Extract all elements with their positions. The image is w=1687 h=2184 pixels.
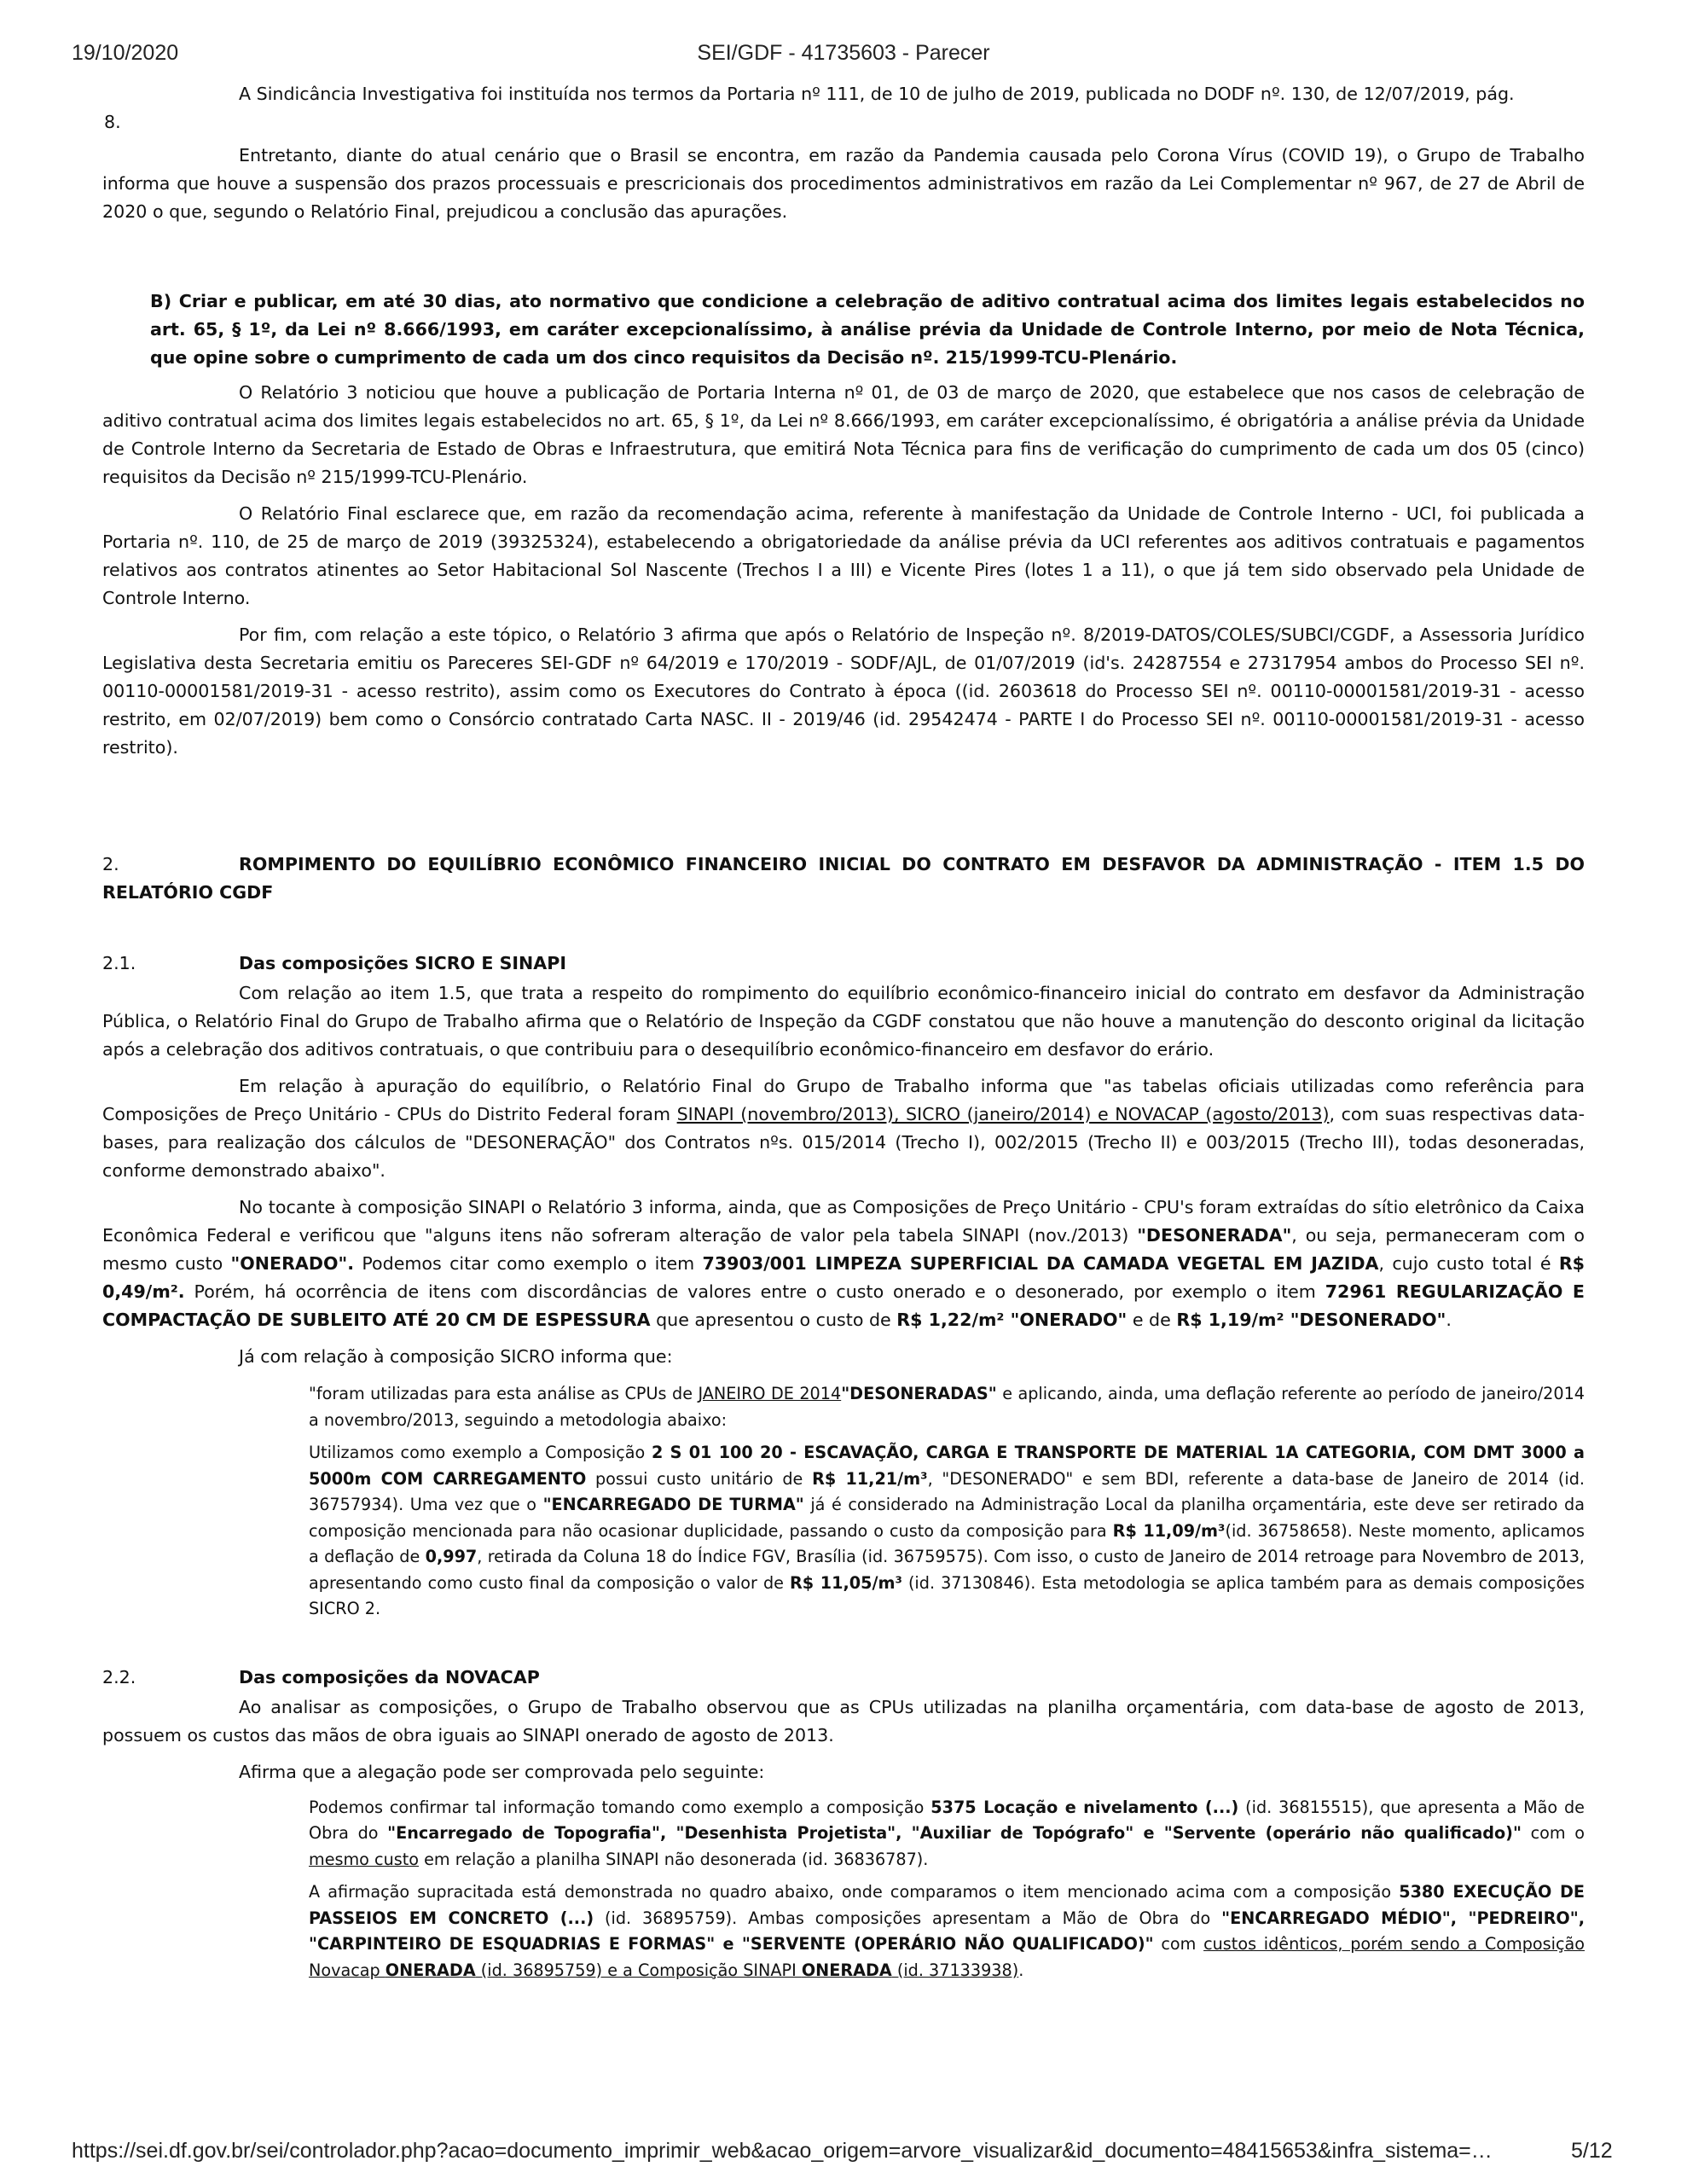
text-run: . — [1018, 1960, 1024, 1980]
page-number: 5/12 — [1571, 2139, 1613, 2163]
bold-text: "DESONERADAS" — [841, 1384, 997, 1403]
paragraph: Com relação ao item 1.5, que trata a respeito do rompimento do equilíbrio econômico-financeiro inicial do contrato em desfavor da Administração Pública, o Relatório Final do Grupo de Trabalho afirma que o Relatório de Inspeção da CGDF constatou que não houve a manutenção do desconto original da licitação após a celebração dos aditivos contratuais, o que contribuiu para o desequilíbrio econômico-financeiro em desfavor do erário. — [102, 983, 1585, 1060]
section-number: 2. — [102, 854, 119, 874]
text-run: A afirmação supracitada está demonstrada no quadro abaixo, onde comparamos o item mencionado acima com a composição — [309, 1882, 1400, 1902]
text-run: e aplicando, ainda, uma deflação referente ao período de janeiro/2014 a novembro/2013, seguindo a metodologia abaixo: — [309, 1384, 1585, 1430]
text-run: que apresentou o custo de — [650, 1310, 897, 1330]
text-run: e de — [1127, 1310, 1177, 1330]
citation-paragraph — [309, 1381, 1585, 1433]
text-run: (id. 37133938) — [891, 1960, 1019, 1980]
text-run: , retirada da Coluna 18 do Índice FGV, Brasília (id. 36759575). Com isso, o custo de Janeiro de 2014 retroage para Novembro de 2013, apresentando como custo final da composição o valor de — [309, 1547, 1586, 1593]
bold-text: ONERADA — [385, 1960, 476, 1980]
text-run: custos idênticos, porém sendo a Composição Novacap — [309, 1934, 1585, 1980]
paragraph: Já com relação à composição SICRO informa que: — [239, 1346, 673, 1367]
print-date: 19/10/2020 — [72, 41, 179, 65]
text-run: , "DESONERADO" e sem BDI, referente a data-base de Janeiro de 2014 (id. 36757934). Uma vez que o — [309, 1468, 1585, 1514]
bold-text: R$ 11,21/m³ — [812, 1468, 928, 1489]
citation-paragraph — [309, 1879, 1585, 1984]
section-number: 2.1. — [102, 953, 136, 973]
bold-text: 5375 Locação e nivelamento (...) — [930, 1797, 1239, 1817]
text-run: (id. 36758658). Neste momento, aplicamos a deflação de — [309, 1520, 1585, 1566]
print-title: SEI/GDF - 41735603 - Parecer — [697, 41, 990, 65]
text-run: (id. 36815515), que apresenta a Mão de Obra do — [309, 1797, 1585, 1843]
text-run: com o — [1521, 1823, 1585, 1843]
paragraph: Afirma que a alegação pode ser comprovada pelo seguinte: — [239, 1761, 765, 1782]
paragraph: O Relatório Final esclarece que, em razão da recomendação acima, referente à manifestação da Unidade de Controle Interno - UCI, foi publicada a Portaria nº. 110, de 25 de março de 2019 (39325324), estabelecendo a obrigatoriedade da análise prévia da UCI referentes aos aditivos contratuais e pagamentos relativos aos contratos atinentes ao Setor Habitacional Sol Nascente (Trechos I a III) e Vicente Pires (lotes 1 a 11), o que já tem sido observado pela Unidade de Controle Interno. — [102, 503, 1585, 608]
citation-block-sicro — [309, 1381, 1585, 1623]
document-body — [102, 80, 1585, 1984]
bold-text: "ENCARREGADO MÉDIO", "PEDREIRO", "CARPINTEIRO DE ESQUADRIAS E FORMAS" e "SERVENTE (OPERÁRIO NÃO QUALIFICADO)" — [309, 1908, 1585, 1954]
section-title: Das composições da NOVACAP — [239, 1666, 540, 1687]
paragraph — [102, 1194, 1585, 1334]
paragraph: Entretanto, diante do atual cenário que o Brasil se encontra, em razão da Pandemia causada pelo Corona Vírus (COVID 19), o Grupo de Trabalho informa que houve a suspensão dos prazos processuais e prescricionais dos procedimentos administrativos em razão da Lei Complementar nº 967, de 27 de Abril de 2020 o que, segundo o Relatório Final, prejudicou a conclusão das apurações. — [102, 145, 1585, 222]
text-run: Podemos citar como exemplo o item — [354, 1253, 703, 1274]
citation-paragraph — [309, 1795, 1585, 1873]
recommendation-b: B) Criar e publicar, em até 30 dias, ato normativo que condicione a celebração de aditivo contratual acima dos limites legais estabelecidos no art. 65, § 1º, da Lei nº 8.666/1993, em caráter excepcionalíssimo, à análise prévia da Unidade de Controle Interno, por meio de Nota Técnica, que opine sobre o cumprimento de cada um dos cinco requisitos da Decisão nº. 215/1999-TCU-Plenário. — [150, 291, 1585, 368]
paragraph: Ao analisar as composições, o Grupo de Trabalho observou que as CPUs utilizadas na planilha orçamentária, com data-base de agosto de 2013, possuem os custos das mãos de obra iguais ao SINAPI onerado de agosto de 2013. — [102, 1696, 1585, 1745]
section-heading-2-2 — [102, 1664, 1585, 1692]
section-number: 2.2. — [102, 1666, 136, 1687]
bold-text: "ENCARREGADO DE TURMA" — [542, 1495, 804, 1514]
text-run: Utilizamos como exemplo a Composição — [309, 1443, 652, 1462]
paragraph-text: A Sindicância Investigativa foi instituída nos termos da Portaria nº 111, de 10 de julho de 2019, publicada no DODF nº. 130, de 12/07/2019, pág. — [239, 84, 1515, 104]
text-run: (id. 36895759). Ambas composições apresentam a Mão de Obra do — [594, 1908, 1222, 1928]
bold-text: 73903/001 LIMPEZA SUPERFICIAL DA CAMADA VEGETAL EM JAZIDA — [702, 1253, 1379, 1274]
bold-text: R$ 11,05/m³ — [790, 1572, 902, 1593]
section-title — [102, 851, 1585, 907]
text-run: possui custo unitário de — [586, 1468, 813, 1489]
paragraph: Por fim, com relação a este tópico, o Relatório 3 afirma que após o Relatório de Inspeção nº. 8/2019-DATOS/COLES/SUBCI/CGDF, a Assessoria Jurídico Legislativa desta Secretaria emitiu os Pareceres SEI-GDF nº 64/2019 e 170/2019 - SODF/AJL, de 01/07/2019 (id's. 24287554 e 27317954 ambos do Processo SEI nº. 00110-00001581/2019-31 - acesso restrito), assim como os Executores do Contrato à época ((id. 2603618 do Processo SEI nº. 00110-00001581/2019-31 - acesso restrito, em 02/07/2019) bem como o Consórcio contratado Carta NASC. II - 2019/46 (id. 29542474 - PARTE I do Processo SEI nº. 00110-00001581/2019-31 - acesso restrito). — [102, 624, 1585, 758]
text-run: Em relação à apuração do equilíbrio, o Relatório Final do Grupo de Trabalho informa que "as tabelas oficiais utilizadas como referência para Composições de Preço Unitário - CPUs do Distrito Federal foram — [102, 1076, 1585, 1124]
bold-text: 72961 REGULARIZAÇÃO E COMPACTAÇÃO DE SUBLEITO ATÉ 20 CM DE ESPESSURA — [102, 1281, 1585, 1330]
bold-text: 2 S 01 100 20 - ESCAVAÇÃO, CARGA E TRANSPORTE DE MATERIAL 1A CATEGORIA, COM DMT 3000 a 5000m COM CARREGAMENTO — [309, 1443, 1585, 1489]
text-run: , com suas respectivas data-bases, para realização dos cálculos de "DESONERAÇÃO" dos Contratos nºs. 015/2014 (Trecho I), 002/2015 (Trecho II) e 003/2015 (Trecho III), todas desoneradas, conforme demonstrado abaixo". — [102, 1104, 1585, 1181]
bold-text: "Encarregado de Topografia", "Desenhista Projetista", "Auxiliar de Topógrafo" e "Servente (operário não qualificado)" — [387, 1823, 1522, 1843]
print-url[interactable]: https://sei.df.gov.br/sei/controlador.php?acao=documento_imprimir_web&acao_origem=arvore_visualizar&id_documento=48415653&infra_sistema=… — [72, 2139, 1493, 2163]
text-run: Porém, há ocorrência de itens com discordâncias de valores entre o custo onerado e o desonerado, por exemplo o item — [184, 1281, 1325, 1302]
paragraph-8 — [102, 80, 1585, 136]
bold-text: R$ 1,22/m² "ONERADO" — [896, 1310, 1128, 1330]
paragraph-number: 8. — [104, 112, 121, 132]
bold-text: R$ 11,09/m³ — [1112, 1520, 1226, 1541]
section-title: Das composições SICRO E SINAPI — [239, 953, 566, 973]
underlined-text: JANEIRO DE 2014 — [698, 1384, 842, 1403]
citation-block-novacap — [309, 1795, 1585, 1984]
text-run: "foram utilizadas para esta análise as CPUs de — [309, 1384, 699, 1403]
bold-text: R$ 0,49/m². — [102, 1253, 1585, 1302]
text-run: (id. 36895759) e a Composição SINAPI — [475, 1960, 802, 1980]
bold-text: "ONERADO". — [230, 1253, 355, 1274]
bold-text: "DESONERADA" — [1137, 1225, 1292, 1246]
underlined-text: SINAPI (novembro/2013), SICRO (janeiro/2014) e NOVACAP (agosto/2013) — [676, 1104, 1330, 1124]
bold-text: 0,997 — [425, 1547, 478, 1566]
section-heading-2-1 — [102, 950, 1585, 978]
text-run: com — [1153, 1934, 1204, 1954]
paragraph: O Relatório 3 noticiou que houve a publicação de Portaria Interna nº 01, de 03 de março de 2020, que estabelece que nos casos de celebração de aditivo contratual acima dos limites legais estabelecidos no art. 65, § 1º, da Lei nº 8.666/1993, em caráter excepcionalíssimo, é obrigatória a análise prévia da Unidade de Controle Interno da Secretaria de Estado de Obras e Infraestrutura, que emitirá Nota Técnica para fins de verificação do cumprimento de cada um dos 05 (cinco) requisitos da Decisão nº 215/1999-TCU-Plenário. — [102, 382, 1585, 487]
text-run: , cujo custo total é — [1378, 1253, 1559, 1274]
bold-text: ONERADA — [801, 1960, 892, 1980]
text-run: , ou seja, permaneceram com o mesmo custo — [102, 1225, 1586, 1274]
text-run: já é considerado na Administração Local da planilha orçamentária, este deve ser retirado da composição mencionada para não ocasionar duplicidade, passando o custo da composição para — [309, 1495, 1585, 1541]
text-run: Podemos confirmar tal informação tomando como exemplo a composição — [309, 1797, 931, 1817]
text-run: (id. 37130846). Esta metodologia se aplica também para as demais composições SICRO 2. — [309, 1572, 1585, 1618]
section-title-text: ROMPIMENTO DO EQUILÍBRIO ECONÔMICO FINANCEIRO INICIAL DO CONTRATO EM DESFAVOR DA ADMINISTRAÇÃO - ITEM 1.5 DO RELATÓRIO CGDF — [102, 854, 1585, 903]
text-run: em relação a planilha SINAPI não desonerada (id. 36836787). — [419, 1849, 929, 1869]
paragraph — [102, 1072, 1585, 1185]
bold-text: R$ 1,19/m² "DESONERADO" — [1176, 1310, 1446, 1330]
text-run: . — [1446, 1310, 1452, 1330]
text-run: No tocante à composição SINAPI o Relatório 3 informa, ainda, que as Composições de Preço Unitário - CPU's foram extraídas do sítio eletrônico da Caixa Econômica Federal e verificou que "alguns itens não sofreram alteração de valor pela tabela SINAPI (nov./2013) — [102, 1197, 1585, 1246]
section-heading-2 — [102, 851, 1585, 907]
underlined-text: mesmo custo — [309, 1849, 419, 1869]
bold-text: 5380 EXECUÇÃO DE PASSEIOS EM CONCRETO (...) — [309, 1882, 1586, 1928]
citation-paragraph — [309, 1440, 1585, 1623]
